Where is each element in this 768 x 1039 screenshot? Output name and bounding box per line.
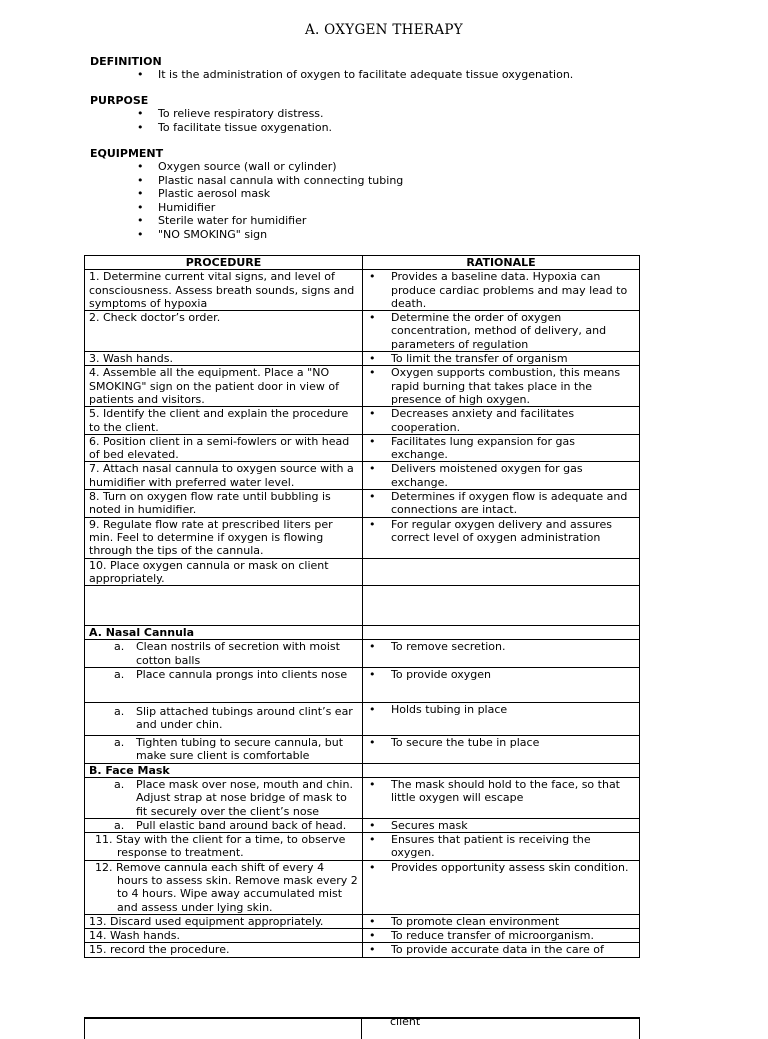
rationale-cell: • To limit the transfer of organism <box>363 352 640 366</box>
table-row <box>85 517 640 558</box>
procedure-cell: a. Pull elastic band around back of head. <box>85 818 363 832</box>
procedure-cell: a. Slip attached tubings around clint’s ear and under chin. <box>85 703 363 736</box>
procedure-cell: 5. Identify the client and explain the procedure to the client. <box>85 407 363 435</box>
procedure-cell: 15. record the procedure. <box>85 943 363 957</box>
table-row <box>85 860 640 914</box>
equipment-list <box>137 160 403 241</box>
rationale-cell <box>363 586 640 626</box>
list-item: • To facilitate tissue oxygenation. <box>137 121 332 135</box>
table-row <box>85 703 640 736</box>
continuation-text: client <box>390 1015 421 1028</box>
rationale-cell: • For regular oxygen delivery and assures correct level of oxygen administration <box>363 517 640 558</box>
table-row <box>85 352 640 366</box>
table-row <box>85 626 640 640</box>
definition-list <box>137 68 573 82</box>
procedure-cell: 6. Position client in a semi-fowlers or with head of bed elevated. <box>85 434 363 462</box>
table-row <box>85 833 640 861</box>
rationale-cell <box>363 626 640 640</box>
rationale-cell: • Facilitates lung expansion for gas exchange. <box>363 434 640 462</box>
table-row <box>85 914 640 928</box>
list-item: • To relieve respiratory distress. <box>137 107 332 121</box>
procedure-cell: a. Clean nostrils of secretion with moist cotton balls <box>85 640 363 668</box>
procedure-cell: 4. Assemble all the equipment. Place a "NO SMOKING" sign on the patient door in view of patients and visitors. <box>85 366 363 407</box>
procedure-cell: 10. Place oxygen cannula or mask on client appropriately. <box>85 558 363 586</box>
procedure-cell: 14. Wash hands. <box>85 929 363 943</box>
table-row <box>85 558 640 586</box>
rationale-cell: • The mask should hold to the face, so that little oxygen will escape <box>363 777 640 818</box>
procedure-header: PROCEDURE <box>85 256 363 270</box>
table-row <box>85 462 640 490</box>
table-row <box>85 311 640 352</box>
rationale-cell: • To provide accurate data in the care of <box>363 943 640 957</box>
rationale-cell: • To reduce transfer of microorganism. <box>363 929 640 943</box>
table-divider <box>84 1019 85 1039</box>
table-row <box>85 763 640 777</box>
rationale-cell: • Holds tubing in place <box>363 703 640 736</box>
procedure-cell: a. Tighten tubing to secure cannula, but make sure client is comfortable <box>85 736 363 764</box>
table-row <box>85 640 640 668</box>
procedure-cell: 3. Wash hands. <box>85 352 363 366</box>
purpose-list <box>137 107 332 134</box>
procedure-cell: 2. Check doctor’s order. <box>85 311 363 352</box>
procedure-cell: 11. Stay with the client for a time, to observe response to treatment. <box>85 833 363 861</box>
procedure-cell <box>85 586 363 626</box>
table-row-empty <box>85 586 640 626</box>
list-item: • It is the administration of oxygen to facilitate adequate tissue oxygenation. <box>137 68 573 82</box>
rationale-cell: • To provide oxygen <box>363 668 640 703</box>
table-row <box>85 818 640 832</box>
procedure-cell: 12. Remove cannula each shift of every 4 hours to assess skin. Remove mask every 2 to 4 hours. Wipe away accumulated mist and assess under lying skin. <box>85 860 363 914</box>
rationale-cell: • To secure the tube in place <box>363 736 640 764</box>
face-mask-heading: B. Face Mask <box>85 763 363 777</box>
rationale-header: RATIONALE <box>363 256 640 270</box>
table-row <box>85 270 640 311</box>
procedure-cell: a. Place cannula prongs into clients nose <box>85 668 363 703</box>
table-row <box>85 929 640 943</box>
list-item: • Plastic aerosol mask <box>137 187 403 201</box>
list-item: • Humidifier <box>137 201 403 215</box>
table-header-row <box>85 256 640 270</box>
table-row <box>85 736 640 764</box>
procedure-cell: 9. Regulate flow rate at prescribed liters per min. Feel to determine if oxygen is flowing through the tips of the cannula. <box>85 517 363 558</box>
procedure-cell: a. Place mask over nose, mouth and chin. Adjust strap at nose bridge of mask to fit securely over the client’s nose <box>85 777 363 818</box>
rationale-cell: • Delivers moistened oxygen for gas exchange. <box>363 462 640 490</box>
list-item: • "NO SMOKING" sign <box>137 228 403 242</box>
definition-heading: DEFINITION <box>90 55 162 68</box>
procedure-cell: 8. Turn on oxygen flow rate until bubbling is noted in humidifier. <box>85 490 363 518</box>
rationale-cell: • Provides opportunity assess skin condition. <box>363 860 640 914</box>
table-row <box>85 777 640 818</box>
table-divider <box>361 1019 362 1039</box>
table-row <box>85 490 640 518</box>
table-row <box>85 434 640 462</box>
continuation-table-top <box>84 1017 640 1039</box>
list-item: • Sterile water for humidifier <box>137 214 403 228</box>
equipment-heading: EQUIPMENT <box>90 147 164 160</box>
list-item: • Oxygen source (wall or cylinder) <box>137 160 403 174</box>
table-row <box>85 366 640 407</box>
table-row <box>85 668 640 703</box>
list-item: • Plastic nasal cannula with connecting tubing <box>137 174 403 188</box>
rationale-cell <box>363 763 640 777</box>
table-row <box>85 943 640 957</box>
rationale-cell <box>363 558 640 586</box>
rationale-cell: • Decreases anxiety and facilitates cooperation. <box>363 407 640 435</box>
procedure-cell: 7. Attach nasal cannula to oxygen source with a humidifier with preferred water level. <box>85 462 363 490</box>
procedure-table <box>84 255 640 958</box>
procedure-cell: 1. Determine current vital signs, and level of consciousness. Assess breath sounds, signs and symptoms of hypoxia <box>85 270 363 311</box>
rationale-cell: • To remove secretion. <box>363 640 640 668</box>
rationale-cell: • Determines if oxygen flow is adequate and connections are intact. <box>363 490 640 518</box>
purpose-heading: PURPOSE <box>90 94 149 107</box>
rationale-cell: • To promote clean environment <box>363 914 640 928</box>
rationale-cell: • Ensures that patient is receiving the oxygen. <box>363 833 640 861</box>
rationale-cell: • Secures mask <box>363 818 640 832</box>
rationale-cell: • Provides a baseline data. Hypoxia can produce cardiac problems and may lead to death. <box>363 270 640 311</box>
rationale-cell: • Oxygen supports combustion, this means rapid burning that takes place in the presence of high oxygen. <box>363 366 640 407</box>
procedure-cell: 13. Discard used equipment appropriately. <box>85 914 363 928</box>
table-divider <box>639 1019 640 1039</box>
table-row <box>85 407 640 435</box>
rationale-cell: • Determine the order of oxygen concentration, method of delivery, and parameters of regulation <box>363 311 640 352</box>
nasal-cannula-heading: A. Nasal Cannula <box>85 626 363 640</box>
page-title: A. OXYGEN THERAPY <box>304 22 464 38</box>
